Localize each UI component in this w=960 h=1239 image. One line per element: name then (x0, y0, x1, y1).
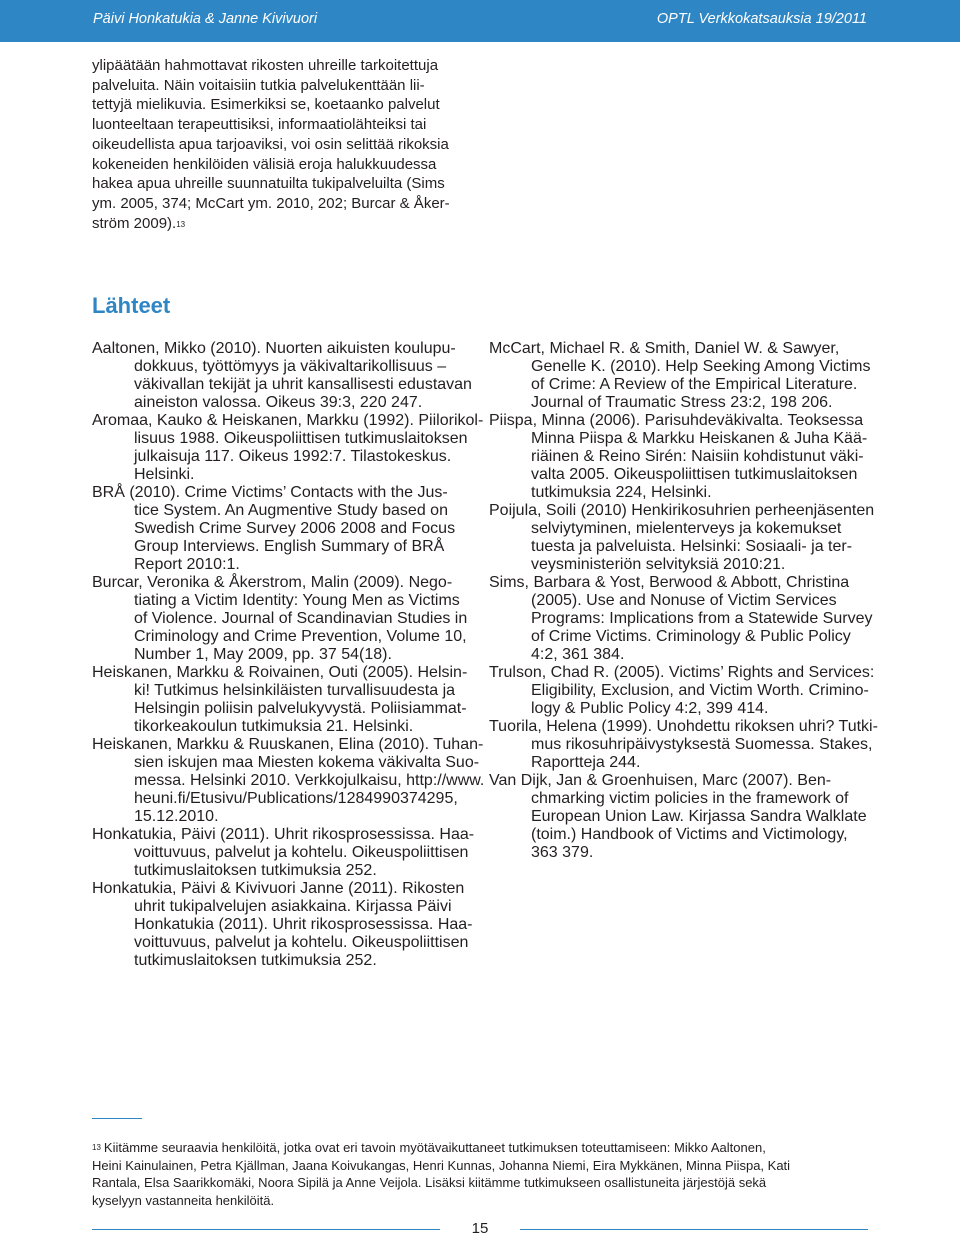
reference-line: tuesta ja palveluista. Helsinki: Sosiaali- ja ter- (531, 538, 853, 555)
reference-line: tutkimuksia 224, Helsinki. (531, 484, 712, 501)
reference-line: messa. Helsinki 2010. Verkkojulkaisu, http://www. (134, 772, 485, 789)
reference-line: Journal of Traumatic Stress 23:2, 198 206. (531, 394, 833, 411)
reference-line: aineiston valossa. Oikeus 39:3, 220 247. (134, 394, 423, 411)
footnote-text: Kiitämme seuraavia henkilöitä, jotka ovat eri tavoin myötävaikuttaneet tutkimuksen toteuttamiseen: Mikko Aaltonen, (103, 1140, 766, 1155)
footnote-line: kyselyyn vastanneita henkilöitä. (92, 1192, 275, 1208)
reference-line: European Union Law. Kirjassa Sandra Walklate (531, 808, 867, 825)
reference-line: Minna Piispa & Markku Heiskanen & Juha Kää- (531, 430, 868, 447)
reference-line: of Violence. Journal of Scandinavian Studies in (134, 610, 468, 627)
reference-line: Aromaa, Kauko & Heiskanen, Markku (1992). Piilorikol- (92, 412, 484, 429)
intro-paragraph (92, 56, 476, 233)
footnote-divider (92, 1118, 142, 1119)
reference-entry (92, 880, 476, 970)
reference-line: voittuvuus, palvelut ja kohtelu. Oikeuspoliittisen (134, 844, 469, 861)
reference-line: of Crime Victims. Criminology & Public Policy (531, 628, 851, 645)
reference-entry (489, 502, 873, 574)
reference-line: (toim.) Handbook of Victims and Victimology, (531, 826, 848, 843)
header-series: OPTL Verkkokatsauksia 19/2011 (656, 11, 867, 27)
reference-line: chmarking victim policies in the framework of (531, 790, 849, 807)
reference-line: heuni.fi/Etusivu/Publications/1284990374295, (134, 790, 458, 807)
intro-line: ym. 2005, 374; McCart ym. 2010, 202; Burcar & Åker- (92, 194, 450, 212)
reference-entry (489, 574, 873, 664)
reference-line: Honkatukia (2011). Uhrit rikosprosessissa. Haa- (134, 916, 473, 933)
page-number: 15 (471, 1220, 489, 1237)
reference-line: Criminology and Crime Prevention, Volume 10, (134, 628, 467, 645)
reference-entry (92, 340, 476, 412)
reference-line: tice System. An Augmentive Study based on (134, 502, 448, 519)
reference-line: Group Interviews. English Summary of BRÅ (134, 538, 445, 555)
intro-line: oikeudellista apua tarjoaviksi, voi osin selittää rikoksia (92, 135, 449, 153)
reference-entry (92, 574, 476, 664)
reference-line: valta 2005. Oikeuspoliittisen tutkimuslaitoksen (531, 466, 858, 483)
reference-line: (2005). Use and Nonuse of Victim Services (531, 592, 837, 609)
intro-line: kokeneiden henkilöiden välisiä eroja halukkuudessa (92, 155, 437, 173)
reference-line: McCart, Michael R. & Smith, Daniel W. & Sawyer, (489, 340, 840, 357)
reference-line: uhrit tukipalvelujen asiakkaina. Kirjassa Päivi (134, 898, 452, 915)
reference-line: 4:2, 361 384. (531, 646, 625, 663)
reference-line: riäinen & Reino Sirén: Naisiin kohdistunut väki- (531, 448, 864, 465)
reference-entry (92, 412, 484, 484)
reference-entry (489, 340, 873, 412)
intro-line: hakea apua uhreille suunnatuilta tukipalveluilta (Sims (92, 175, 445, 193)
reference-line: Heiskanen, Markku & Ruuskanen, Elina (2010). Tuhan- (92, 736, 484, 753)
reference-line: Trulson, Chad R. (2005). Victims’ Rights and Services: (489, 664, 875, 681)
reference-line: tikorkeakoulun tutkimuksia 21. Helsinki. (134, 718, 414, 735)
reference-line: Genelle K. (2010). Help Seeking Among Victims (531, 358, 871, 375)
reference-entry (489, 718, 878, 772)
reference-line: Helsingin poliisin palvelukyvystä. Poliisiammat- (134, 700, 467, 717)
page-footer-rule-left (92, 1229, 440, 1230)
reference-entry (489, 664, 873, 718)
reference-line: mus rikosuhripäivystyksestä Suomessa. Stakes, (531, 736, 873, 753)
footnote-line (92, 1139, 872, 1157)
reference-entry (489, 772, 873, 862)
intro-line: palveluita. Näin voitaisiin tutkia palvelukenttään lii- (92, 76, 425, 94)
footnote-reference[interactable]: 13 (176, 219, 186, 229)
reference-line: tutkimuslaitoksen tutkimuksia 252. (134, 952, 377, 969)
footnote (92, 1139, 872, 1209)
reference-line: ki! Tutkimus helsinkiläisten turvallisuudesta ja (134, 682, 456, 699)
reference-line: selviytyminen, mielenterveys ja kokemukset (531, 520, 842, 537)
reference-line: BRÅ (2010). Crime Victims’ Contacts with the Jus- (92, 484, 448, 501)
intro-last-line (92, 214, 476, 234)
reference-line: väkivallan tekijät ja uhrit kansallisesti edustavan (134, 376, 472, 393)
references-left-column (92, 340, 485, 970)
reference-line: Piispa, Minna (2006). Parisuhdeväkivalta. Teoksessa (489, 412, 864, 429)
reference-line: Honkatukia, Päivi & Kivivuori Janne (2011). Rikosten (92, 880, 465, 897)
reference-line: Tuorila, Helena (1999). Unohdettu rikoksen uhri? Tutki- (489, 718, 878, 735)
reference-line: 363 379. (531, 844, 594, 861)
intro-line-text: ström 2009). (92, 214, 177, 232)
reference-entry (92, 736, 485, 826)
reference-line: 15.12.2010. (134, 808, 219, 825)
reference-line: Burcar, Veronika & Åkerstrom, Malin (2009). Nego- (92, 574, 453, 591)
reference-line: voittuvuus, palvelut ja kohtelu. Oikeuspoliittisen (134, 934, 469, 951)
reference-line: Aaltonen, Mikko (2010). Nuorten aikuisten koulupu- (92, 340, 456, 357)
reference-line: Heiskanen, Markku & Roivainen, Outi (2005). Helsin- (92, 664, 468, 681)
reference-line: Sims, Barbara & Yost, Berwood & Abbott, Christina (489, 574, 850, 591)
header-authors: Päivi Honkatukia & Janne Kivivuori (93, 11, 318, 27)
reference-line: veysministeriön selvityksiä 2010:21. (531, 556, 786, 573)
reference-line: Eligibility, Exclusion, and Victim Worth. Crimino- (531, 682, 869, 699)
reference-line: Number 1, May 2009, pp. 37 54(18). (134, 646, 392, 663)
reference-line: tiating a Victim Identity: Young Men as Victims (134, 592, 460, 609)
reference-entry (489, 412, 873, 502)
reference-line: Report 2010:1. (134, 556, 240, 573)
reference-line: lisuus 1988. Oikeuspoliittisen tutkimuslaitoksen (134, 430, 468, 447)
intro-line: luonteeltaan terapeuttisiksi, informaatiolähteiksi tai (92, 116, 427, 134)
reference-line: Poijula, Soili (2010) Henkirikosuhrien perheenjäsenten (489, 502, 875, 519)
reference-line: Programs: Implications from a Statewide Survey (531, 610, 873, 627)
reference-line: of Crime: A Review of the Empirical Literature. (531, 376, 858, 393)
reference-entry (92, 664, 476, 736)
reference-line: Helsinki. (134, 466, 195, 483)
reference-entry (92, 484, 476, 574)
reference-line: sien iskujen maa Miesten kokema väkivalta Suo- (134, 754, 480, 771)
footnote-number: 13 (92, 1143, 101, 1152)
intro-line: ylipäätään hahmottavat rikosten uhreille tarkoitettuja (92, 57, 439, 74)
reference-line: julkaisuja 117. Oikeus 1992:7. Tilastokeskus. (134, 448, 452, 465)
footnote-line: Heini Kainulainen, Petra Kjällman, Jaana Koivukangas, Henri Kunnas, Johanna Niemi, Eira Mykkänen, Minna Piispa, Kati (92, 1157, 791, 1173)
reference-line: logy & Public Policy 4:2, 399 414. (531, 700, 769, 717)
footnote-line: Rantala, Elsa Saarikkomäki, Noora Sipilä ja Anne Veijola. Lisäksi kiitämme tutkimukseen osallistuneita järjestöjä sekä (92, 1175, 767, 1190)
page-footer-rule-right (520, 1229, 868, 1230)
intro-line: tettyjä mielikuvia. Esimerkiksi se, koetaanko palvelut (92, 96, 440, 114)
reference-line: Van Dijk, Jan & Groenhuisen, Marc (2007). Ben- (489, 772, 832, 789)
reference-line: Swedish Crime Survey 2006 2008 and Focus (134, 520, 456, 537)
reference-line: Honkatukia, Päivi (2011). Uhrit rikosprosessissa. Haa- (92, 826, 475, 843)
reference-line: dokkuus, työttömyys ja väkivaltarikollisuus – (134, 358, 447, 375)
section-title: Lähteet (92, 293, 171, 318)
page-header (0, 0, 960, 42)
reference-entry (92, 826, 476, 880)
reference-line: Raportteja 244. (531, 754, 641, 771)
references-right-column (489, 340, 878, 862)
reference-line: tutkimuslaitoksen tutkimuksia 252. (134, 862, 377, 879)
